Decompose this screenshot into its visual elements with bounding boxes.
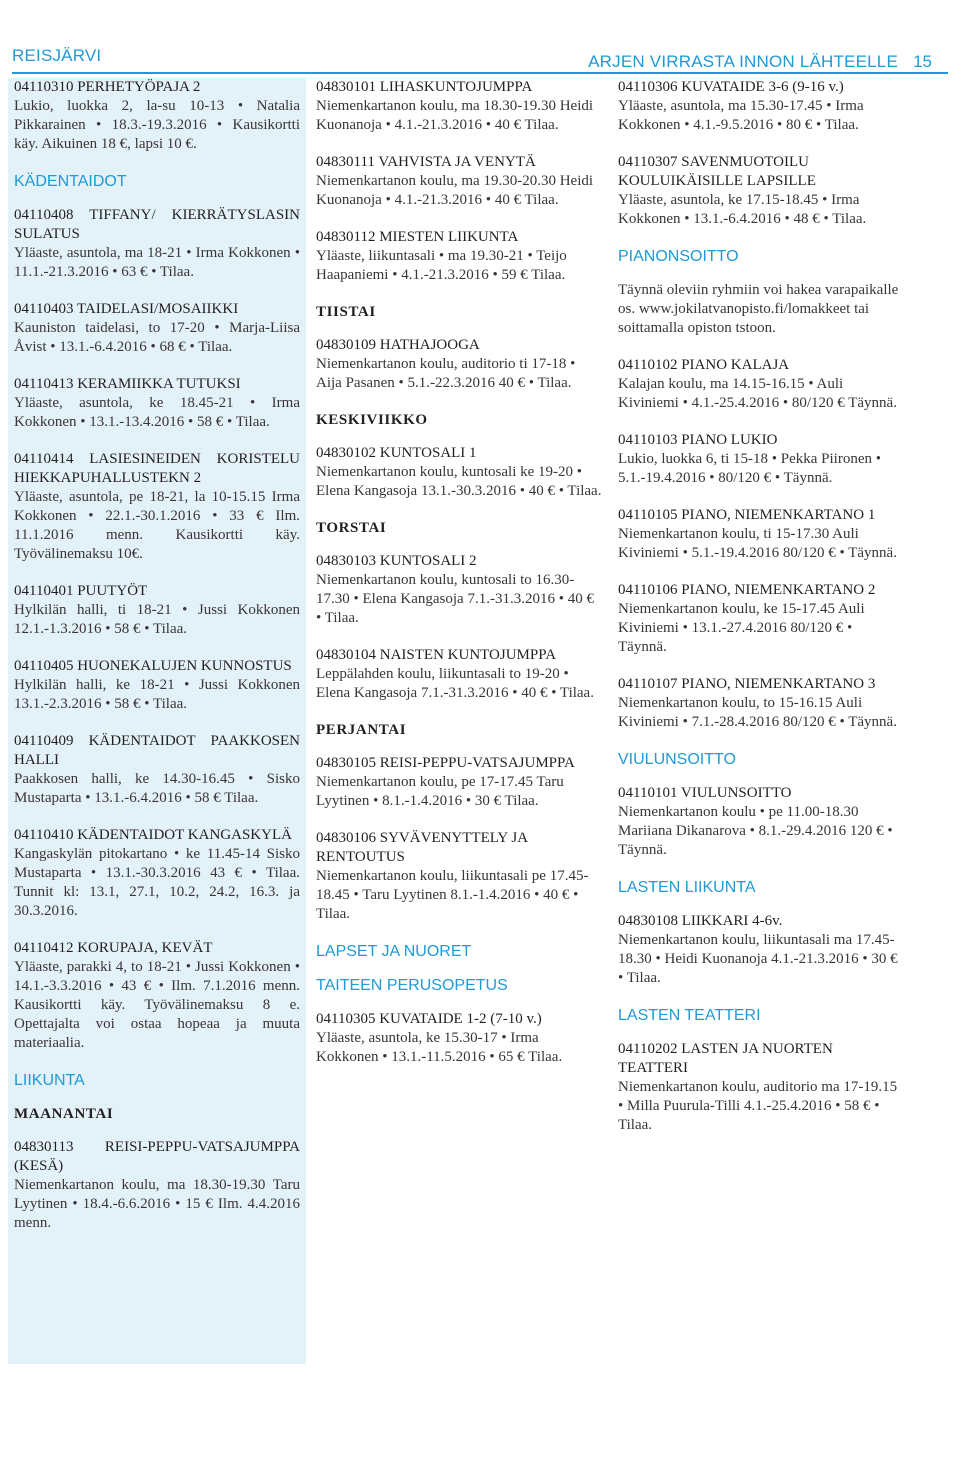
course-title: 04830109 HATHAJOOGA xyxy=(316,337,480,353)
course-title: 04110202 LASTEN JA NUORTEN TEATTERI xyxy=(618,1041,833,1076)
course-title: 04110413 KERAMIIKKA TUTUKSI xyxy=(14,376,241,392)
course-details: Niemenkartanon koulu, to 15-16.15 Auli Kiviniemi • 7.1.-28.4.2016 80/120 € • Täynnä. xyxy=(618,695,897,730)
course-item xyxy=(618,1040,904,1135)
course-title: 04830106 SYVÄVENYTTELY JA RENTOUTUS xyxy=(316,830,528,865)
course-title: 04110106 PIANO, NIEMENKARTANO 2 xyxy=(618,582,876,598)
course-title: 04110102 PIANO KALAJA xyxy=(618,357,790,373)
course-title: 04110408 TIFFANY/ KIERRÄTYSLASIN SULATUS xyxy=(14,207,300,242)
course-item xyxy=(316,153,602,210)
course-title: 04110405 HUONEKALUJEN KUNNOSTUS xyxy=(14,658,292,674)
course-details: Lukio, luokka 6, ti 15-18 • Pekka Piironen • 5.1.-19.4.2016 • 80/120 € • Täynnä. xyxy=(618,451,881,486)
course-details: Niemenkartanon koulu, liikuntasali pe 17.45-18.45 • Taru Lyytinen 8.1.-1.4.2016 • 40 € • Tilaa. xyxy=(316,868,589,922)
course-item xyxy=(14,300,300,357)
course-details: Niemenkartanon koulu, liikuntasali ma 17.45-18.30 • Heidi Kuonanoja 4.1.-21.3.2016 • 30 € • Tilaa. xyxy=(618,932,898,986)
course-details: Niemenkartanon koulu, ma 19.30-20.30 Heidi Kuonanoja • 4.1.-21.3.2016 • 40 € Tilaa. xyxy=(316,173,594,208)
course-item xyxy=(316,754,602,811)
course-details: Niemenkartanon koulu, ma 18.30-19.30 Heidi Kuonanoja • 4.1.-21.3.2016 • 40 € Tilaa. xyxy=(316,98,594,133)
course-details: Yläaste, parakki 4, to 18-21 • Jussi Kokkonen • 14.1.-3.3.2016 • 43 € • Ilm. 7.1.2016 menn. Kausikortti käy. Työvälinemaksu 8 e. Opettajalta voi ostaa hopeaa ja muuta materiaalia. xyxy=(14,959,300,1051)
course-title: 04110414 LASIESINEIDEN KORISTELU HIEKKAPUHALLUSTEKN 2 xyxy=(14,451,300,486)
course-title: 04110409 KÄDENTAIDOT PAAKKOSEN HALLI xyxy=(14,733,300,768)
course-title: 04110310 PERHETYÖPAJA 2 xyxy=(14,79,201,95)
day-heading-perjantai: PERJANTAI xyxy=(316,722,407,738)
column-1 xyxy=(8,78,306,1364)
section-heading-liikunta: LIIKUNTA xyxy=(14,1072,85,1089)
course-item xyxy=(316,336,602,393)
course-title: 04830112 MIESTEN LIIKUNTA xyxy=(316,229,519,245)
course-title: 04110401 PUUTYÖT xyxy=(14,583,148,599)
section-heading-lasten-teatteri: LASTEN TEATTERI xyxy=(618,1007,761,1024)
course-item xyxy=(14,732,300,808)
course-item xyxy=(14,206,300,282)
page-header xyxy=(0,0,960,76)
course-item xyxy=(316,1010,602,1067)
course-details: Kangaskylän pitokartano • ke 11.45-14 Sisko Mustaparta • 13.1.-30.3.2016 43 € • Tilaa. Tunnit kl: 13.1, 27.1, 10.2, 24.2, 16.3. ja 30.3.2016. xyxy=(14,846,300,919)
course-title: 04110103 PIANO LUKIO xyxy=(618,432,778,448)
course-title: 04830102 KUNTOSALI 1 xyxy=(316,445,477,461)
course-item xyxy=(316,228,602,285)
course-item xyxy=(316,552,602,628)
course-details: Niemenkartanon koulu, kuntosali to 16.30-17.30 • Elena Kangasoja 7.1.-31.3.2016 • 40 € • Tilaa. xyxy=(316,572,594,626)
course-item xyxy=(618,78,904,135)
course-details: Niemenkartanon koulu, kuntosali ke 19-20 • Elena Kangasoja 13.1.-30.3.2016 • 40 € • Tilaa. xyxy=(316,464,602,499)
course-details: Yläaste, asuntola, ma 18-21 • Irma Kokkonen • 11.1.-21.3.2016 • 63 € • Tilaa. xyxy=(14,245,300,280)
course-details: Kalajan koulu, ma 14.15-16.15 • Auli Kiviniemi • 4.1.-25.4.2016 • 80/120 € Täynnä. xyxy=(618,376,897,411)
course-item xyxy=(618,506,904,563)
course-item xyxy=(316,444,602,501)
course-title: 04830101 LIHASKUNTOJUMPPA xyxy=(316,79,533,95)
course-details: Yläaste, asuntola, ke 15.30-17 • Irma Kokkonen • 13.1.-11.5.2016 • 65 € Tilaa. xyxy=(316,1030,563,1065)
course-item xyxy=(14,1138,300,1233)
course-details: Yläaste, asuntola, pe 18-21, la 10-15.15 Irma Kokkonen • 22.1.-30.1.2016 • 33 € Ilm. 11.1.2016 menn. Kausikortti käy. Työvälinemaksu 10€. xyxy=(14,489,300,562)
course-title: 04830108 LIIKKARI 4-6v. xyxy=(618,913,783,929)
course-details: Yläaste, asuntola, ma 15.30-17.45 • Irma Kokkonen • 4.1.-9.5.2016 • 80 € • Tilaa. xyxy=(618,98,864,133)
column-2 xyxy=(316,78,602,1085)
course-item xyxy=(316,646,602,703)
course-item xyxy=(14,657,300,714)
course-item xyxy=(618,581,904,657)
day-heading-maanantai: MAANANTAI xyxy=(14,1106,114,1122)
course-title: 04110306 KUVATAIDE 3-6 (9-16 v.) xyxy=(618,79,844,95)
section-heading-lapset-ja-nuoret: LAPSET JA NUORET xyxy=(316,943,472,960)
course-item xyxy=(618,153,904,229)
course-item xyxy=(618,675,904,732)
course-details: Yläaste, liikuntasali • ma 19.30-21 • Teijo Haapaniemi • 4.1.-21.3.2016 • 59 € Tilaa. xyxy=(316,248,567,283)
day-heading-tiistai: TIISTAI xyxy=(316,304,376,320)
course-title: 04110107 PIANO, NIEMENKARTANO 3 xyxy=(618,676,876,692)
course-item xyxy=(14,826,300,921)
page-number: 15 xyxy=(913,52,932,71)
course-title: 04110410 KÄDENTAIDOT KANGASKYLÄ xyxy=(14,827,292,843)
day-heading-keskiviikko: KESKIVIIKKO xyxy=(316,412,428,428)
course-item xyxy=(14,582,300,639)
course-item xyxy=(14,78,300,154)
course-item xyxy=(14,450,300,564)
course-title: 04110105 PIANO, NIEMENKARTANO 1 xyxy=(618,507,876,523)
course-title: 04830103 KUNTOSALI 2 xyxy=(316,553,477,569)
course-title: 04110305 KUVATAIDE 1-2 (7-10 v.) xyxy=(316,1011,542,1027)
section-heading-viulunsoitto: VIULUNSOITTO xyxy=(618,751,736,768)
course-details: Lukio, luokka 2, la-su 10-13 • Natalia Pikkarainen • 18.3.-19.3.2016 • Kausikortti käy. Aikuinen 18 €, lapsi 10 €. xyxy=(14,98,300,152)
course-item xyxy=(316,78,602,135)
course-title: 04110101 VIULUNSOITTO xyxy=(618,785,792,801)
course-title: 04830113 REISI-PEPPU-VATSAJUMPPA (KESÄ) xyxy=(14,1139,300,1174)
header-rule xyxy=(12,72,948,74)
course-item xyxy=(14,375,300,432)
piano-intro-text: Täynnä oleviin ryhmiin voi hakea varapaikalle os. www.jokilatvanopisto.fi/lomakkeet tai soittamalla opiston tstoon. xyxy=(618,282,899,336)
course-details: Niemenkartanon koulu, ke 15-17.45 Auli Kiviniemi • 13.1.-27.4.2016 80/120 € • Täynnä. xyxy=(618,601,865,655)
header-right-title: ARJEN VIRRASTA INNON LÄHTEELLE xyxy=(588,52,898,71)
course-item xyxy=(14,939,300,1053)
course-item xyxy=(618,356,904,413)
course-details: Hylkilän halli, ti 18-21 • Jussi Kokkonen 12.1.-1.3.2016 • 58 € • Tilaa. xyxy=(14,602,300,637)
course-details: Niemenkartanon koulu, auditorio ma 17-19.15 • Milla Puurula-Tilli 4.1.-25.4.2016 • 58 € • Tilaa. xyxy=(618,1079,898,1133)
course-title: 04110307 SAVENMUOTOILU KOULUIKÄISILLE LAPSILLE xyxy=(618,154,816,189)
course-title: 04830111 VAHVISTA JA VENYTÄ xyxy=(316,154,536,170)
section-heading-pianonsoitto: PIANONSOITTO xyxy=(618,248,739,265)
course-item xyxy=(618,431,904,488)
course-details: Kauniston taidelasi, to 17-20 • Marja-Liisa Åvist • 13.1.-6.4.2016 • 68 € • Tilaa. xyxy=(14,320,300,355)
section-heading-lasten-liikunta: LASTEN LIIKUNTA xyxy=(618,879,756,896)
course-details: Niemenkartanon koulu, ma 18.30-19.30 Taru Lyytinen • 18.4.-6.6.2016 • 15 € Ilm. 4.4.2016 menn. xyxy=(14,1177,300,1231)
course-title: 04110412 KORUPAJA, KEVÄT xyxy=(14,940,213,956)
course-details: Yläaste, asuntola, ke 17.15-18.45 • Irma Kokkonen • 13.1.-6.4.2016 • 48 € • Tilaa. xyxy=(618,192,867,227)
course-details: Yläaste, asuntola, ke 18.45-21 • Irma Kokkonen • 13.1.-13.4.2016 • 58 € • Tilaa. xyxy=(14,395,300,430)
course-title: 04830104 NAISTEN KUNTOJUMPPA xyxy=(316,647,557,663)
section-heading-taiteen-perusopetus: TAITEEN PERUSOPETUS xyxy=(316,977,508,994)
course-details: Niemenkartanon koulu, auditorio ti 17-18 • Aija Pasanen • 5.1.-22.3.2016 40 € • Tilaa. xyxy=(316,356,576,391)
course-title: 04110403 TAIDELASI/MOSAIIKKI xyxy=(14,301,239,317)
section-heading-kadentaidot: KÄDENTAIDOT xyxy=(14,173,127,190)
day-heading-torstai: TORSTAI xyxy=(316,520,387,536)
course-details: Niemenkartanon koulu, pe 17-17.45 Taru Lyytinen • 8.1.-1.4.2016 • 30 € Tilaa. xyxy=(316,774,564,809)
column-3 xyxy=(618,78,904,1153)
course-item xyxy=(316,829,602,924)
course-details: Paakkosen halli, ke 14.30-16.45 • Sisko Mustaparta • 13.1.-6.4.2016 • 58 € Tilaa. xyxy=(14,771,300,806)
header-left-title: REISJÄRVI xyxy=(12,46,102,65)
course-item xyxy=(618,784,904,860)
course-details: Hylkilän halli, ke 18-21 • Jussi Kokkonen 13.1.-2.3.2016 • 58 € • Tilaa. xyxy=(14,677,300,712)
course-details: Leppälahden koulu, liikuntasali to 19-20 • Elena Kangasoja 7.1.-31.3.2016 • 40 € • Tilaa. xyxy=(316,666,594,701)
course-title: 04830105 REISI-PEPPU-VATSAJUMPPA xyxy=(316,755,575,771)
course-details: Niemenkartanon koulu • pe 11.00-18.30 Mariiana Dikanarova • 8.1.-29.4.2016 120 € • Täynnä. xyxy=(618,804,893,858)
course-item xyxy=(618,912,904,988)
course-details: Niemenkartanon koulu, ti 15-17.30 Auli Kiviniemi • 5.1.-19.4.2016 80/120 € • Täynnä. xyxy=(618,526,897,561)
